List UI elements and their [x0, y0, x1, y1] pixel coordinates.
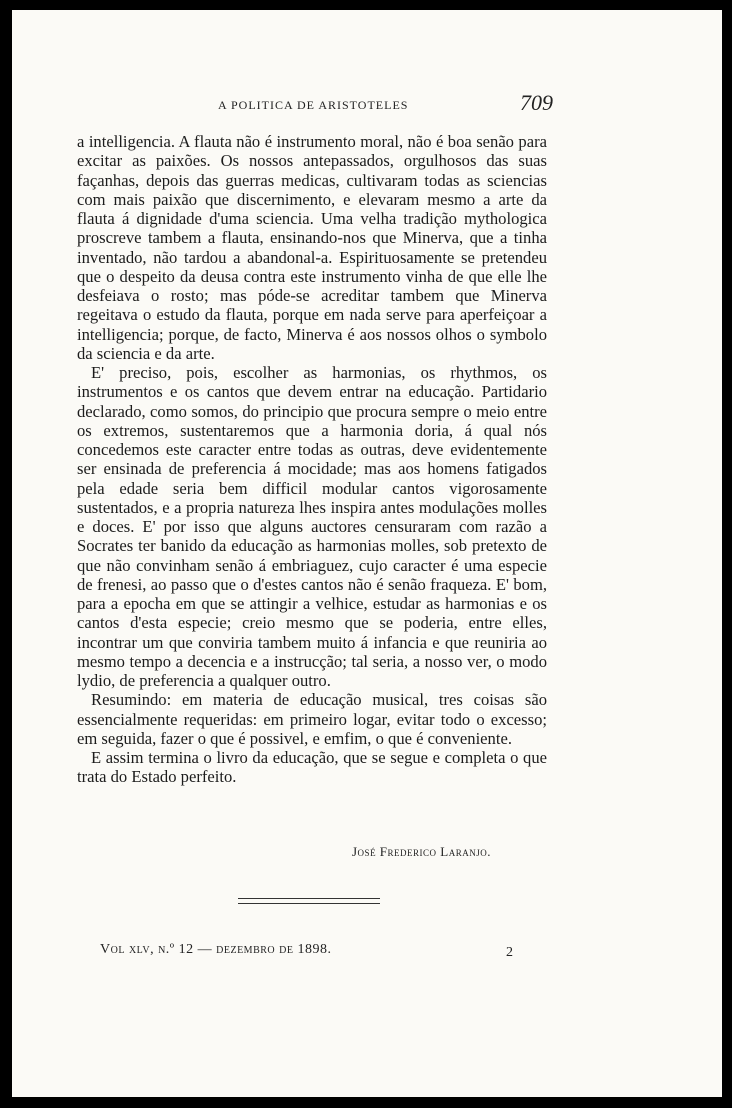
- page-number: 709: [520, 90, 553, 115]
- volume-footer: Vol xlv, n.º 12 — dezembro de 1898.: [100, 942, 332, 957]
- running-head: [12, 90, 722, 120]
- book-page: [12, 10, 722, 1097]
- paragraph-4: E assim termina o livro da educação, que se segue e completa o que trata do Estado perfeito.: [77, 748, 547, 787]
- paragraph-3: Resumindo: em materia de educação musical, tres coisas são essencialmente requeridas: em primeiro logar, evitar todo o excesso; em seguida, fazer o que é possivel, e emfim, o que é conveniente.: [77, 690, 547, 748]
- body-text: [77, 132, 547, 787]
- author-signature: José Frederico Laranjo.: [352, 844, 491, 859]
- signature-mark: 2: [506, 945, 513, 960]
- paragraph-2: E' preciso, pois, escolher as harmonias, os rhythmos, os instrumentos e os cantos que devem entrar na educação. Partidario declarado, como somos, do principio que procura sempre o meio entre os extremos, sustentaremos que a harmonia doria, á qual nós concedemos este caracter entre todas as outras, deve evidentemente ser ensinada de preferencia á mocidade; mas aos homens fatigados pela edade seria bem difficil modular cantos vigorosamente sustentados, e a propria natureza lhes inspira antes modulações molles e doces. E' por isso que alguns auctores censuraram com razão a Socrates ter banido da educação as harmonias molles, sob pretexto de que não convinham senão á embriaguez, cujo caracter é uma especie de frenesi, ao passo que o d'estes cantos não é senão fraqueza. E' bom, para a epocha em que se attingir a velhice, estudar as harmonias e os cantos d'esta especie; creio mesmo que se poderia, entre elles, incontrar um que conviria tambem muito á infancia e que reuniria ao mesmo tempo a decencia e a instrucção; tal seria, a nosso ver, o modo lydio, de preferencia a qualquer outro.: [77, 363, 547, 690]
- double-rule-divider: [238, 898, 380, 904]
- running-title: A POLITICA DE ARISTOTELES: [218, 98, 409, 112]
- paragraph-1: a intelligencia. A flauta não é instrumento moral, não é boa senão para excitar as paixões. Os nossos antepassados, orgulhosos das suas façanhas, depois das guerras medicas, cultivaram todas as sciencias com mais paixão que discernimento, e elevaram mesmo a arte da flauta á dignidade d'uma sciencia. Uma velha tradição mythologica proscreve tambem a flauta, ensinando-nos que Minerva, que a tinha inventado, não tardou a abandonal-a. Espirituosamente se pretendeu que o despeito da deusa contra este instrumento vinha de que elle lhe desfeiava o rosto; mas póde-se acreditar tambem que Minerva regeitava o estudo da flauta, porque em nada serve para aperfeiçoar a intelligencia; porque, de facto, Minerva é aos nossos olhos o symbolo da sciencia e da arte.: [77, 132, 547, 363]
